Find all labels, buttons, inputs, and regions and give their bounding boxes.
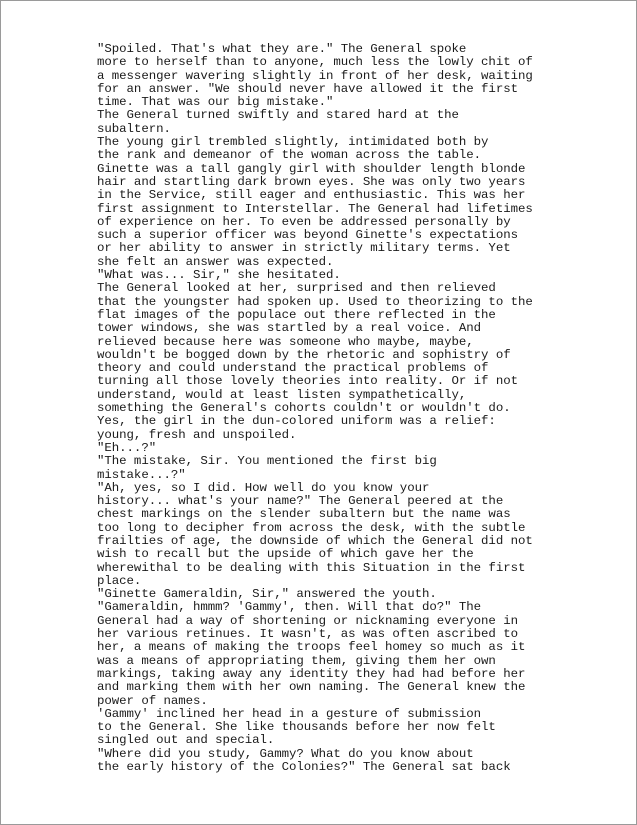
text-line: time. That was our big mistake." [97, 95, 334, 110]
text-line: frailties of age, the downside of which the General did not [97, 533, 533, 548]
text-line: turning all those lovely theories into reality. Or if not [97, 374, 518, 389]
text-line: "Spoiled. That's what they are." The General spoke [97, 42, 467, 56]
text-line: hair and startling dark brown eyes. She was only two years [97, 174, 526, 189]
text-line: history... what's your name?" The General peered at the [97, 494, 504, 509]
text-line: young, fresh and unspoiled. [97, 427, 297, 442]
text-line: chest markings on the slender subaltern but the name was [97, 507, 511, 522]
text-line: "Ah, yes, so I did. How well do you know your [97, 480, 430, 495]
text-line: theory and could understand the practical problems of [97, 361, 489, 376]
text-line: Ginette was a tall gangly girl with shoulder length blonde [97, 161, 526, 176]
text-line: understand, would at least listen sympathetically, [97, 387, 467, 402]
text-line: "What was... Sir," she hesitated. [97, 268, 341, 283]
document-body [97, 43, 545, 774]
text-line: the rank and demeanor of the woman across the table. [97, 148, 482, 163]
text-line: her, a means of making the troops feel homey so much as it [97, 640, 526, 655]
text-line: power of names. [97, 693, 208, 708]
text-line: or her ability to answer in strictly military terms. Yet [97, 241, 511, 256]
text-line: her various retinues. It wasn't, as was often ascribed to [97, 627, 518, 642]
text-line: subaltern. [97, 121, 171, 136]
text-line: too long to decipher from across the desk, with the subtle [97, 520, 526, 535]
text-line: tower windows, she was startled by a real voice. And [97, 321, 482, 336]
text-line: "Ginette Gameraldin, Sir," answered the youth. [97, 587, 437, 602]
text-line: place. [97, 573, 142, 588]
text-line: a messenger wavering slightly in front of her desk, waiting [97, 68, 533, 83]
text-line: to the General. She like thousands before her now felt [97, 720, 496, 735]
text-line: more to herself than to anyone, much less the lowly chit of [97, 55, 533, 70]
text-line: and marking them with her own naming. The General knew the [97, 680, 526, 695]
text-line: relieved because here was someone who maybe, maybe, [97, 334, 474, 349]
text-line: The General looked at her, surprised and then relieved [97, 281, 496, 296]
text-line: in the Service, still eager and enthusiastic. This was her [97, 188, 526, 203]
text-line: mistake...?" [97, 467, 186, 482]
text-line: The young girl trembled slightly, intimidated both by [97, 135, 489, 150]
text-line: was a means of appropriating them, giving them her own [97, 653, 496, 668]
text-line: she felt an answer was expected. [97, 254, 334, 269]
text-line: such a superior officer was beyond Ginette's expectations [97, 228, 518, 243]
text-line: the early history of the Colonies?" The General sat back [97, 760, 511, 775]
text-line: first assignment to Interstellar. The General had lifetimes [97, 201, 533, 216]
text-line: something the General's cohorts couldn't or wouldn't do. [97, 401, 511, 416]
text-line: wish to recall but the upside of which gave her the [97, 547, 474, 562]
text-line: wouldn't be bogged down by the rhetoric and sophistry of [97, 347, 511, 362]
text-line: "Gameraldin, hmmm? 'Gammy', then. Will that do?" The [97, 600, 482, 615]
text-line: that the youngster had spoken up. Used to theorizing to the [97, 294, 533, 309]
text-line: markings, taking away any identity they had had before her [97, 666, 526, 681]
text-line: for an answer. "We should never have allowed it the first [97, 81, 518, 96]
text-line: General had a way of shortening or nicknaming everyone in [97, 613, 518, 628]
text-line: "Where did you study, Gammy? What do you know about [97, 746, 474, 761]
text-line: Yes, the girl in the dun-colored uniform was a relief: [97, 414, 496, 429]
text-line: singled out and special. [97, 733, 275, 748]
text-line: The General turned swiftly and stared hard at the [97, 108, 459, 123]
text-line: of experience on her. To even be addressed personally by [97, 214, 511, 229]
text-line: "Eh...?" [97, 440, 157, 455]
text-line: wherewithal to be dealing with this Situation in the first [97, 560, 526, 575]
text-line: "The mistake, Sir. You mentioned the first big [97, 454, 437, 469]
text-line: flat images of the populace out there reflected in the [97, 307, 496, 322]
text-line: 'Gammy' inclined her head in a gesture of submission [97, 706, 482, 721]
